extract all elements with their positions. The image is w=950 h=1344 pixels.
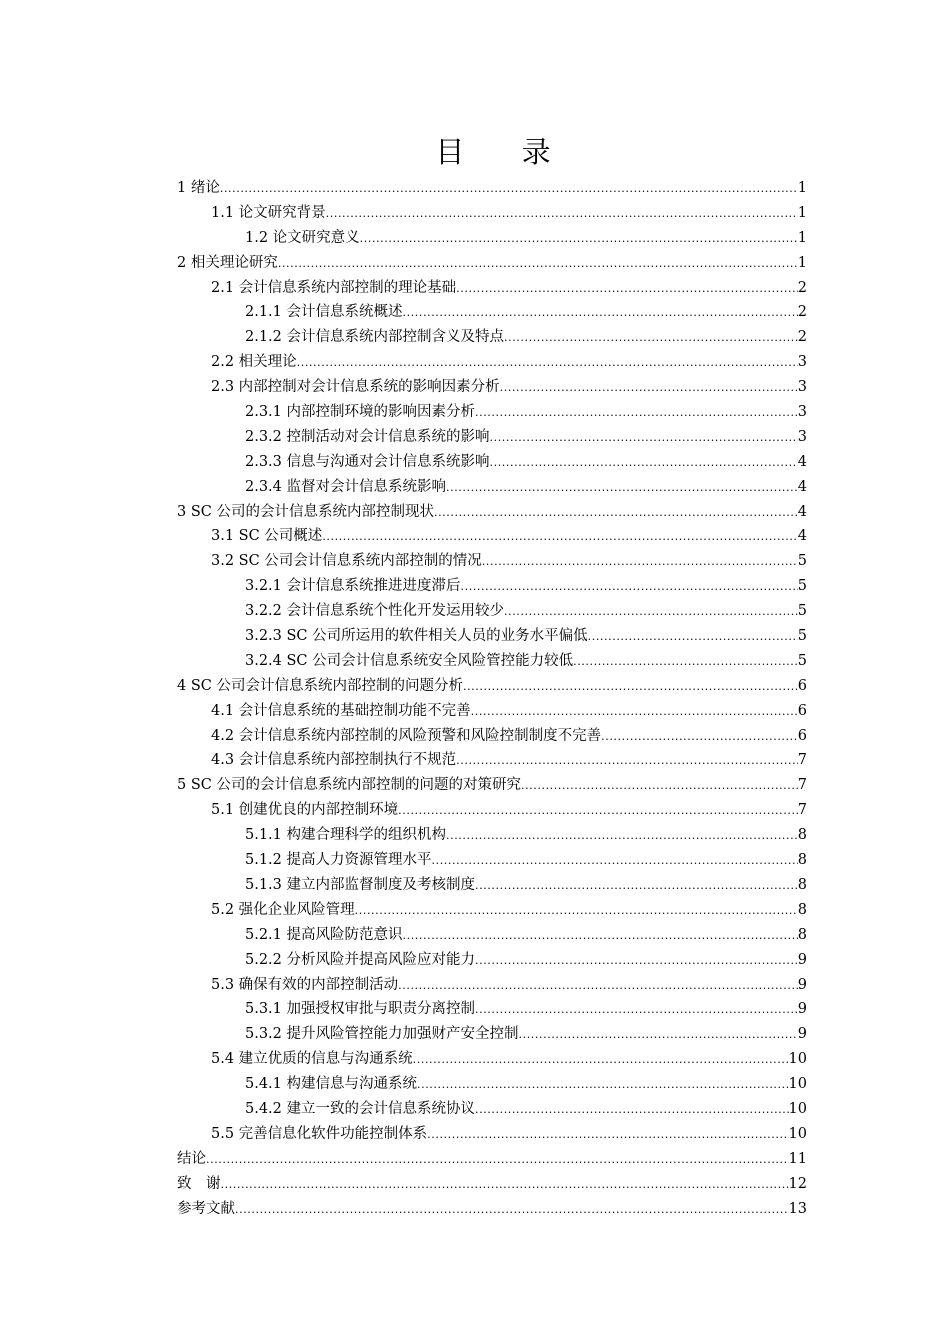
toc-entry-title: 5.1.2 提高人力资源管理水平 xyxy=(245,852,432,869)
dot-leader xyxy=(475,998,798,1023)
toc-page-number: 5 xyxy=(797,603,807,620)
toc-entry[interactable] xyxy=(177,251,807,276)
toc-entry[interactable] xyxy=(177,375,807,400)
toc-entry-title: 5.4 建立优质的信息与沟通系统 xyxy=(211,1051,413,1068)
toc-entry[interactable] xyxy=(177,1047,807,1072)
toc-entry[interactable] xyxy=(177,500,807,525)
dot-leader xyxy=(490,426,798,451)
toc-entry-title: 2.2 相关理论 xyxy=(211,354,297,371)
page-title: 目 录 xyxy=(435,135,575,169)
dot-leader xyxy=(297,351,798,376)
dot-leader xyxy=(588,625,798,650)
dot-leader xyxy=(206,1148,789,1173)
toc-page-number: 2 xyxy=(797,304,807,321)
dot-leader xyxy=(355,899,798,924)
dot-leader xyxy=(446,824,798,849)
toc-entry[interactable] xyxy=(177,201,807,226)
toc-page-number: 10 xyxy=(788,1076,807,1093)
toc-page-number: 10 xyxy=(788,1125,807,1142)
toc-entry-title: 4.1 会计信息系统的基础控制功能不完善 xyxy=(211,702,471,719)
dot-leader xyxy=(475,874,798,899)
toc-entry-title: 3.2.3 SC 公司所运用的软件相关人员的业务水平偏低 xyxy=(245,628,588,645)
dot-leader xyxy=(403,924,798,949)
toc-entry[interactable] xyxy=(177,226,807,251)
toc-page-number: 9 xyxy=(797,1026,807,1043)
toc-page-number: 3 xyxy=(797,379,807,396)
toc-page-number: 1 xyxy=(797,229,807,246)
toc-entry-title: 致 谢 xyxy=(177,1175,221,1192)
toc-page-number: 5 xyxy=(797,553,807,570)
toc-entry-title: 2.1.2 会计信息系统内部控制含义及特点 xyxy=(245,329,505,346)
dot-leader xyxy=(427,1123,788,1148)
dot-leader xyxy=(322,525,797,550)
dot-leader xyxy=(475,1098,789,1123)
toc-entry-title: 5.4.2 建立一致的会计信息系统协议 xyxy=(245,1100,476,1117)
toc-entry[interactable] xyxy=(177,898,807,923)
dot-leader xyxy=(235,1198,789,1223)
toc-page-number: 6 xyxy=(797,677,807,694)
toc-entry[interactable] xyxy=(177,773,807,798)
dot-leader xyxy=(573,650,798,675)
dot-leader xyxy=(278,252,798,277)
toc-page-number: 1 xyxy=(797,254,807,271)
toc-entry[interactable] xyxy=(177,524,807,549)
toc-page-number: 3 xyxy=(797,404,807,421)
dot-leader xyxy=(463,675,798,700)
toc-page-number: 7 xyxy=(797,752,807,769)
toc-page-number: 8 xyxy=(797,876,807,893)
dot-leader xyxy=(403,301,798,326)
toc-entry-title: 2.3.1 内部控制环境的影响因素分析 xyxy=(245,404,476,421)
toc-entry-title: 1.2 论文研究意义 xyxy=(245,229,360,246)
toc-entry-title: 2.1 会计信息系统内部控制的理论基础 xyxy=(211,279,457,296)
toc-entry-title: 3 SC 公司的会计信息系统内部控制现状 xyxy=(177,503,434,520)
dot-leader xyxy=(434,501,798,526)
dot-leader xyxy=(417,1073,789,1098)
dot-leader xyxy=(461,575,798,600)
table-of-contents xyxy=(177,176,807,1221)
dot-leader xyxy=(398,974,798,999)
toc-entry-title: 4 SC 公司会计信息系统内部控制的问题分析 xyxy=(177,677,463,694)
toc-page-number: 5 xyxy=(797,652,807,669)
toc-entry-title: 2.3.4 监督对会计信息系统影响 xyxy=(245,478,447,495)
toc-entry-title: 5.1.1 构建合理科学的组织机构 xyxy=(245,827,447,844)
dot-leader xyxy=(500,376,798,401)
toc-page-number: 5 xyxy=(797,628,807,645)
dot-leader xyxy=(456,277,798,302)
toc-entry-title: 2.3.3 信息与沟通对会计信息系统影响 xyxy=(245,453,490,470)
toc-entry[interactable] xyxy=(177,923,807,948)
dot-leader xyxy=(413,1048,789,1073)
toc-page-number: 4 xyxy=(797,528,807,545)
toc-entry-title: 3.1 SC 公司概述 xyxy=(211,528,323,545)
dot-leader xyxy=(521,774,798,799)
toc-entry-title: 2.1.1 会计信息系统概述 xyxy=(245,304,403,321)
toc-entry[interactable] xyxy=(177,325,807,350)
dot-leader xyxy=(221,1173,789,1198)
toc-entry[interactable] xyxy=(177,1172,807,1197)
dot-leader xyxy=(475,949,798,974)
toc-page-number: 1 xyxy=(797,180,807,196)
toc-entry[interactable] xyxy=(177,276,807,301)
toc-page-number: 1 xyxy=(797,204,807,221)
toc-entry-title: 5.3.1 加强授权审批与职责分离控制 xyxy=(245,1001,476,1018)
toc-entry-title: 2.3 内部控制对会计信息系统的影响因素分析 xyxy=(211,379,500,396)
toc-page-number: 8 xyxy=(797,901,807,918)
toc-entry[interactable] xyxy=(177,674,807,699)
toc-page-number: 9 xyxy=(797,951,807,968)
toc-entry[interactable] xyxy=(177,1022,807,1047)
toc-entry[interactable] xyxy=(177,873,807,898)
toc-entry[interactable] xyxy=(177,425,807,450)
toc-entry[interactable] xyxy=(177,624,807,649)
dot-leader xyxy=(360,227,798,252)
toc-page-number: 10 xyxy=(788,1051,807,1068)
toc-entry[interactable] xyxy=(177,973,807,998)
toc-entry-title: 5.3.2 提升风险管控能力加强财产安全控制 xyxy=(245,1026,519,1043)
toc-entry[interactable] xyxy=(177,599,807,624)
toc-entry[interactable] xyxy=(177,823,807,848)
toc-entry-title: 5 SC 公司的会计信息系统内部控制的问题的对策研究 xyxy=(177,777,521,794)
toc-page-number: 2 xyxy=(797,279,807,296)
toc-page-number: 12 xyxy=(788,1175,807,1192)
toc-entry-title: 3.2.4 SC 公司会计信息系统安全风险管控能力较低 xyxy=(245,652,574,669)
toc-entry[interactable] xyxy=(177,176,807,201)
toc-entry[interactable] xyxy=(177,450,807,475)
toc-page-number: 8 xyxy=(797,926,807,943)
toc-entry-title: 5.1 创建优良的内部控制环境 xyxy=(211,802,399,819)
toc-entry-title: 3.2.2 会计信息系统个性化开发运用较少 xyxy=(245,603,505,620)
toc-page-number: 10 xyxy=(788,1100,807,1117)
toc-entry[interactable] xyxy=(177,475,807,500)
toc-entry[interactable] xyxy=(177,1072,807,1097)
toc-entry[interactable] xyxy=(177,798,807,823)
toc-entry[interactable] xyxy=(177,649,807,674)
toc-entry[interactable] xyxy=(177,948,807,973)
toc-entry-title: 5.5 完善信息化软件功能控制体系 xyxy=(211,1125,428,1142)
toc-entry[interactable] xyxy=(177,549,807,574)
dot-leader xyxy=(475,401,798,426)
toc-entry[interactable] xyxy=(177,400,807,425)
dot-leader xyxy=(432,849,798,874)
toc-entry-title: 2.3.2 控制活动对会计信息系统的影响 xyxy=(245,428,490,445)
toc-entry[interactable] xyxy=(177,1197,807,1222)
dot-leader xyxy=(601,725,798,750)
toc-page-number: 4 xyxy=(797,453,807,470)
toc-entry[interactable] xyxy=(177,699,807,724)
toc-page-number: 2 xyxy=(797,329,807,346)
toc-page-number: 9 xyxy=(797,976,807,993)
toc-entry[interactable] xyxy=(177,748,807,773)
dot-leader xyxy=(519,1023,798,1048)
toc-entry-title: 4.2 会计信息系统内部控制的风险预警和风险控制制度不完善 xyxy=(211,727,602,744)
toc-page-number: 7 xyxy=(797,777,807,794)
toc-entry-title: 4.3 会计信息系统内部控制执行不规范 xyxy=(211,752,457,769)
toc-page-number: 3 xyxy=(797,428,807,445)
toc-page-number: 13 xyxy=(788,1200,807,1217)
toc-entry[interactable] xyxy=(177,1147,807,1172)
toc-entry-title: 5.1.3 建立内部监督制度及考核制度 xyxy=(245,876,476,893)
toc-entry-title: 5.4.1 构建信息与沟通系统 xyxy=(245,1076,418,1093)
dot-leader xyxy=(446,476,798,501)
dot-leader xyxy=(456,749,798,774)
toc-entry[interactable] xyxy=(177,300,807,325)
dot-leader xyxy=(490,451,798,476)
toc-page-number: 8 xyxy=(797,852,807,869)
dot-leader xyxy=(326,202,798,227)
dot-leader xyxy=(220,177,798,202)
toc-entry[interactable] xyxy=(177,848,807,873)
toc-page-number: 3 xyxy=(797,354,807,371)
toc-entry[interactable] xyxy=(177,574,807,599)
dot-leader xyxy=(398,799,798,824)
toc-entry-title: 3.2.1 会计信息系统推进进度滞后 xyxy=(245,578,461,595)
toc-entry-title: 1 绪论 xyxy=(177,180,220,196)
toc-entry-title: 5.2.2 分析风险并提高风险应对能力 xyxy=(245,951,476,968)
toc-entry-title: 3.2 SC 公司会计信息系统内部控制的情况 xyxy=(211,553,482,570)
toc-entry-title: 5.2 强化企业风险管理 xyxy=(211,901,355,918)
dot-leader xyxy=(504,326,798,351)
toc-page-number: 6 xyxy=(797,727,807,744)
dot-leader xyxy=(471,700,798,725)
toc-entry[interactable] xyxy=(177,350,807,375)
toc-entry[interactable] xyxy=(177,724,807,749)
toc-entry-title: 1.1 论文研究背景 xyxy=(211,204,326,221)
dot-leader xyxy=(482,550,798,575)
toc-page-number: 8 xyxy=(797,827,807,844)
toc-entry[interactable] xyxy=(177,997,807,1022)
toc-page-number: 4 xyxy=(797,503,807,520)
toc-entry-title: 5.2.1 提高风险防范意识 xyxy=(245,926,403,943)
toc-page-number: 5 xyxy=(797,578,807,595)
toc-entry[interactable] xyxy=(177,1097,807,1122)
toc-entry[interactable] xyxy=(177,1122,807,1147)
dot-leader xyxy=(504,600,798,625)
toc-entry-title: 5.3 确保有效的内部控制活动 xyxy=(211,976,399,993)
toc-entry-title: 参考文献 xyxy=(177,1200,235,1217)
toc-page-number: 9 xyxy=(797,1001,807,1018)
toc-page-number: 4 xyxy=(797,478,807,495)
toc-page-number: 6 xyxy=(797,702,807,719)
toc-page-number: 11 xyxy=(788,1150,807,1167)
toc-page-number: 7 xyxy=(797,802,807,819)
toc-entry-title: 结论 xyxy=(177,1150,206,1167)
toc-entry-title: 2 相关理论研究 xyxy=(177,254,278,271)
